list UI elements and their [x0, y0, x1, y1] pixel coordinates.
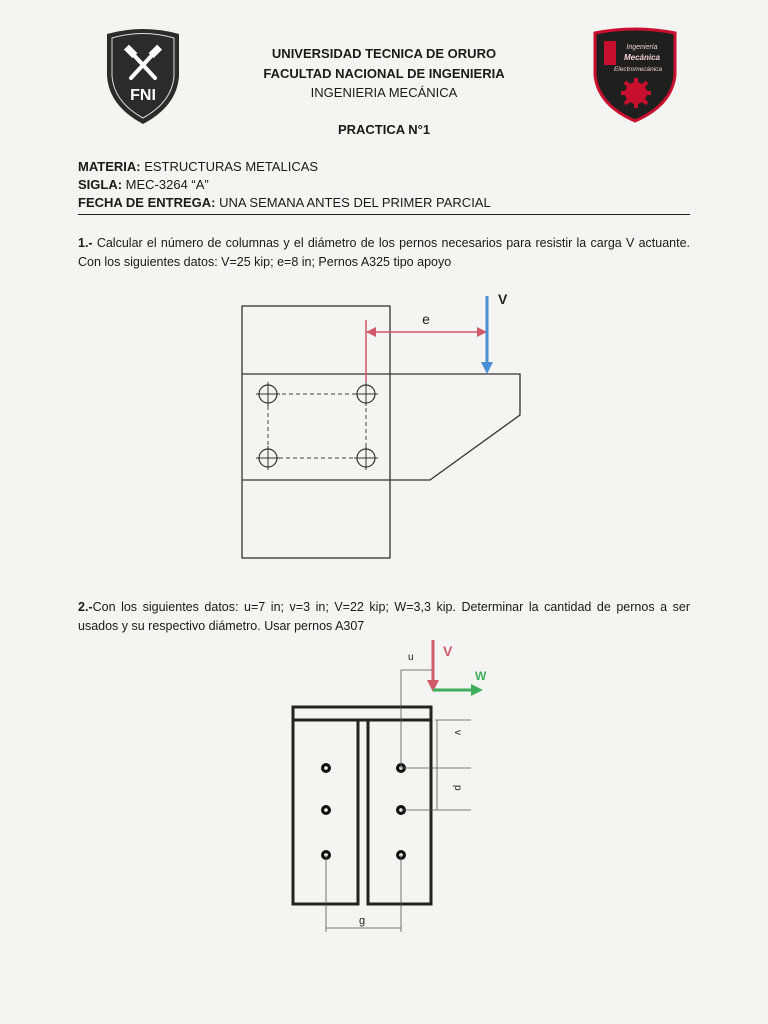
p-dim-label: p	[452, 785, 463, 791]
e-label: e	[422, 311, 430, 327]
university-name: UNIVERSIDAD TECNICA DE ORURO	[271, 46, 497, 61]
g-dim-label: g	[358, 915, 366, 927]
v-dim-label: v	[452, 730, 463, 735]
problem-1-statement	[78, 234, 690, 272]
materia-row	[78, 159, 318, 174]
sigla-value: MEC-3264 “A”	[122, 177, 209, 192]
logo-line-3: Electromecánica	[613, 66, 663, 73]
bolt-hole	[354, 446, 378, 470]
bracket-outline	[390, 374, 520, 480]
sigla-row	[78, 177, 209, 192]
u-label: u	[408, 652, 414, 663]
bolt-hole	[256, 382, 280, 406]
logo-line-1: Ingeniería	[626, 44, 658, 51]
bolt-hole	[354, 382, 378, 406]
fecha-label: FECHA DE ENTREGA:	[78, 195, 216, 210]
career-name: INGENIERIA MECÁNICA	[310, 85, 458, 100]
sigla-label: SIGLA:	[78, 177, 123, 192]
bolt-hole	[256, 446, 280, 470]
faculty-name: FACULTAD NACIONAL DE INGENIERIA	[263, 66, 505, 81]
problem-1-diagram	[230, 290, 530, 565]
problem-1-text: Calcular el número de columnas y el diámetro de los pernos necesarios para resistir la carga V actuante. Con los siguientes datos: V=25 kip; e=8 in; Pernos A325 tipo apoyo	[78, 236, 690, 269]
materia-value: ESTRUCTURAS METALICAS	[140, 159, 319, 174]
fecha-value: UNA SEMANA ANTES DEL PRIMER PARCIAL	[215, 195, 491, 210]
bolt	[321, 805, 331, 815]
fecha-row	[78, 195, 491, 210]
fni-logo-text: FNI	[130, 87, 156, 104]
problem-2-statement	[78, 598, 690, 636]
problem-1-number: 1.-	[78, 236, 93, 250]
top-flange	[293, 707, 431, 720]
practica-title: PRACTICA N°1	[337, 122, 431, 137]
problem-2-number: 2.-	[78, 600, 93, 614]
bolt	[321, 763, 331, 773]
column-outline	[242, 306, 390, 558]
materia-label: MATERIA:	[78, 159, 141, 174]
v-label: V	[498, 291, 508, 307]
problem-2-diagram	[285, 640, 500, 935]
logo-line-2: Mecánica	[623, 53, 661, 62]
header-divider	[78, 214, 690, 215]
v-load-label: V	[443, 643, 453, 659]
problem-2-text: Con los siguientes datos: u=7 in; v=3 in; V=22 kip; W=3,3 kip. Determinar la cantidad de pernos a ser usados y su respectivo diámetro. Usar pernos A307	[78, 600, 690, 633]
w-load-label: W	[475, 669, 487, 683]
